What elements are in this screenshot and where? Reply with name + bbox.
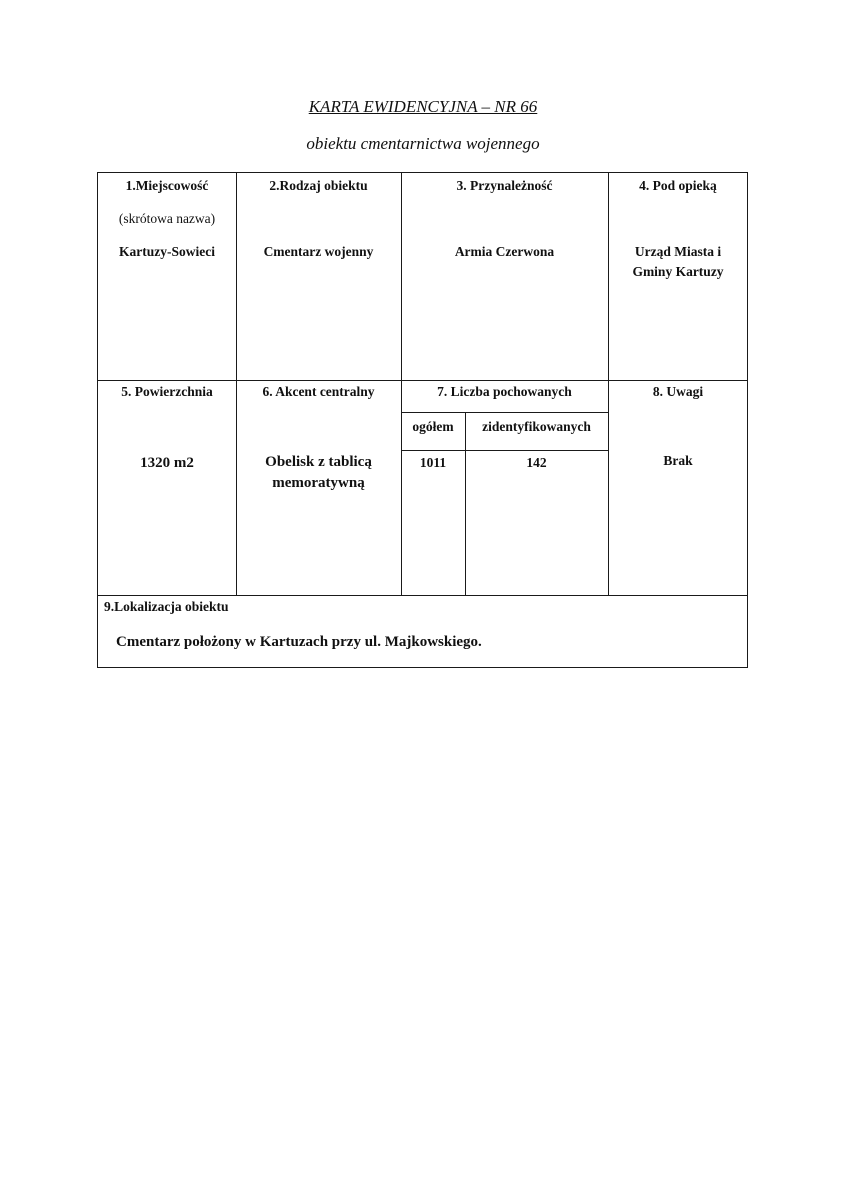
subtable-divider-top (401, 412, 608, 413)
area-label: 5. Powierzchnia (121, 384, 213, 399)
central-accent-value-line1: Obelisk z tablicą (265, 454, 372, 470)
row-divider-1 (97, 380, 748, 381)
custodian-value-line2: Gminy Kartuzy (632, 264, 724, 279)
buried-identified-header: zidentyfikowanych (482, 419, 591, 434)
custodian-label: 4. Pod opieką (639, 178, 717, 193)
locality-value: Kartuzy-Sowieci (119, 244, 215, 259)
table-border-bottom (97, 667, 748, 668)
buried-total-header: ogółem (412, 419, 454, 434)
central-accent-label: 6. Akcent centralny (262, 384, 375, 399)
subtable-col-divider (465, 412, 466, 596)
card-title: KARTA EWIDENCYJNA – NR 66 (308, 97, 538, 116)
affiliation-value: Armia Czerwona (454, 244, 555, 259)
object-type-label: 2.Rodzaj obiektu (269, 178, 368, 193)
object-type-value: Cmentarz wojenny (263, 244, 374, 259)
locality-note: (skrótowa nazwa) (118, 211, 216, 226)
card-subtitle: obiektu cmentarnictwa wojennego (306, 134, 540, 153)
subtable-divider-bottom (401, 450, 608, 451)
remarks-value: Brak (663, 453, 693, 468)
buried-count-label: 7. Liczba pochowanych (437, 384, 572, 399)
buried-total-value: 1011 (419, 455, 447, 470)
affiliation-label: 3. Przynależność (456, 178, 553, 193)
central-accent-value-line2: memoratywną (272, 475, 365, 491)
buried-identified-value: 142 (526, 455, 547, 470)
custodian-value-line1: Urząd Miasta i (634, 244, 722, 259)
row-divider-2 (97, 595, 748, 596)
area-value: 1320 m2 (140, 455, 194, 471)
location-label: 9.Lokalizacja obiektu (104, 599, 229, 614)
locality-label: 1.Miejscowość (125, 178, 209, 193)
location-value: Cmentarz położony w Kartuzach przy ul. Majkowskiego. (116, 634, 482, 650)
table-border-top (97, 172, 748, 173)
remarks-label: 8. Uwagi (652, 384, 704, 399)
